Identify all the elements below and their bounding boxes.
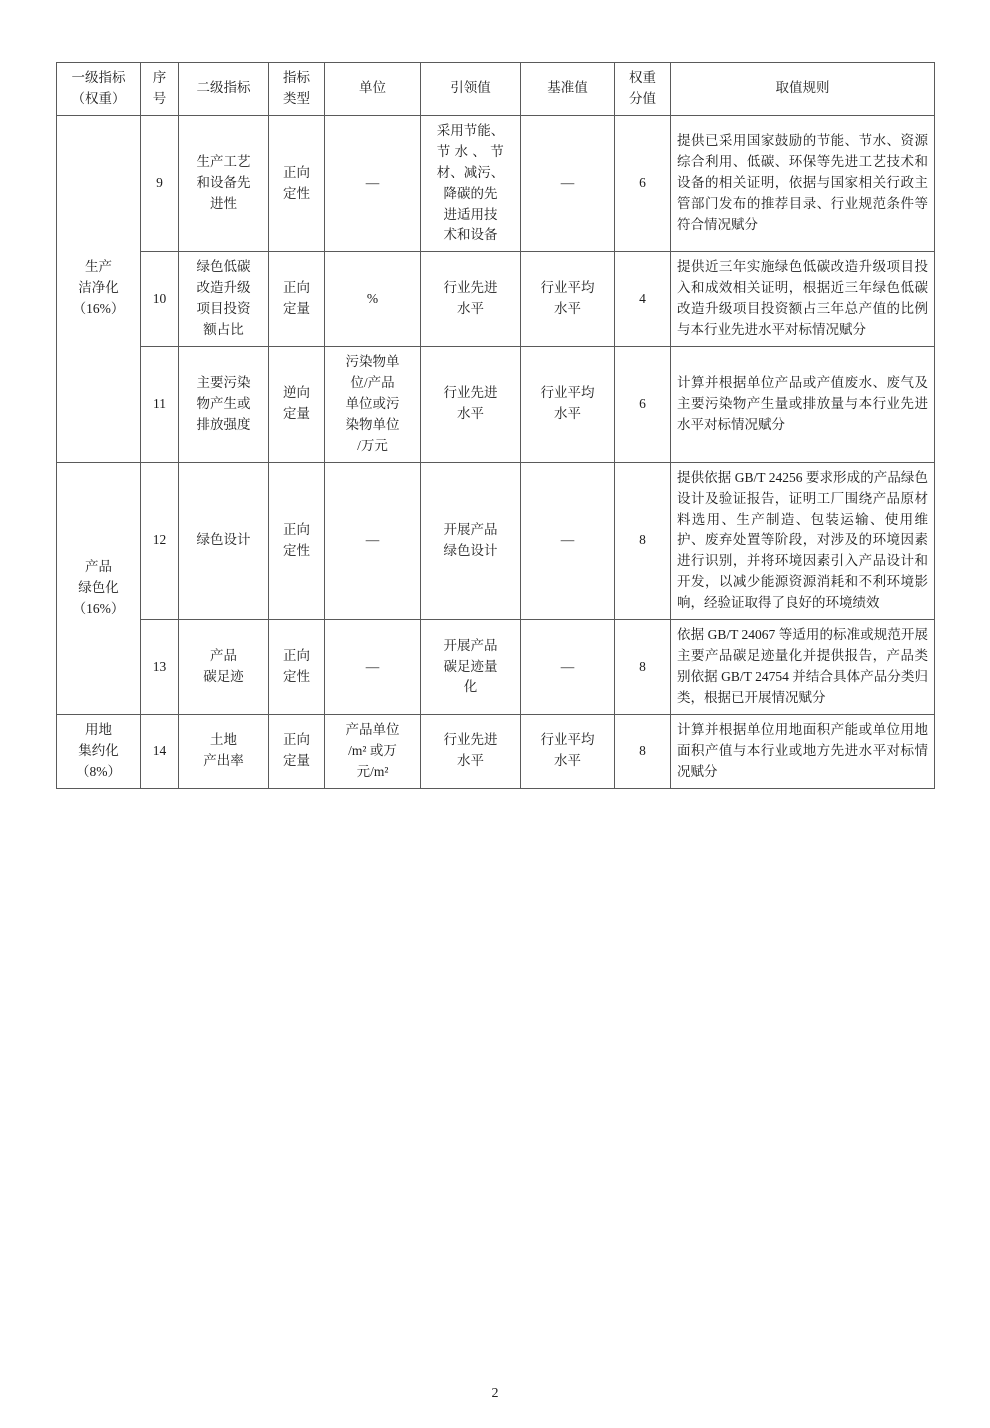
weight-score: 4: [615, 252, 671, 347]
leading-value-line: 节 水 、 节: [436, 143, 505, 159]
weight-score: 6: [615, 347, 671, 463]
indicator-type-line: 正向: [283, 648, 310, 664]
indicator-table: [56, 62, 935, 789]
scoring-rule: 计算并根据单位产品或产值废水、废气及主要污染物产生量或排放量与本行业先进水平对标情况赋分: [671, 347, 935, 463]
indicator-name-line: 产品: [210, 648, 237, 664]
indicator-type: [269, 620, 325, 715]
category-line1: 用地: [85, 721, 112, 737]
header-type-line1: 指标: [283, 70, 310, 85]
indicator-type-line: 正向: [283, 521, 310, 537]
unit-line: 元/m²: [356, 763, 389, 779]
category-line3: （16%）: [72, 600, 125, 616]
baseline-value: [521, 347, 615, 463]
indicator-type-line: 定量: [283, 301, 310, 317]
indicator-type: [269, 462, 325, 619]
baseline-value: [521, 462, 615, 619]
indicator-type-line: 正向: [283, 280, 310, 296]
indicator-unit: [325, 252, 421, 347]
category-line2: 洁净化: [78, 280, 119, 296]
indicator-name-line: 产出率: [203, 753, 244, 769]
row-number: 12: [141, 462, 179, 619]
header-serial-number: [141, 63, 179, 116]
table-row: [57, 714, 935, 788]
indicator-name-line: 额占比: [203, 322, 244, 338]
baseline-value: [521, 620, 615, 715]
baseline-value-line: 水平: [554, 753, 581, 769]
leading-value-line: 进适用技: [443, 206, 498, 222]
indicator-name-line: 改造升级: [196, 280, 251, 296]
indicator-type-line: 正向: [283, 732, 310, 748]
header-weight-line2: 分值: [629, 90, 656, 106]
category-cell-product-greening: [57, 462, 141, 714]
row-number: 13: [141, 620, 179, 715]
indicator-name: [179, 620, 269, 715]
leading-value-line: 水平: [457, 301, 484, 317]
baseline-value: [521, 115, 615, 252]
leading-value-line: 行业先进: [443, 732, 498, 748]
table-row: [57, 115, 935, 252]
unit-line: —: [365, 175, 380, 191]
category-line1: 生产: [85, 259, 112, 275]
indicator-name-line: 土地: [210, 732, 237, 748]
leading-value-line: 行业先进: [443, 385, 498, 401]
leading-value: [421, 462, 521, 619]
leading-value-line: 水平: [457, 753, 484, 769]
page-number: 2: [491, 1386, 499, 1401]
indicator-type: [269, 347, 325, 463]
leading-value: [421, 620, 521, 715]
header-primary-indicator: [57, 63, 141, 116]
leading-value-line: 材、减污、: [436, 164, 505, 180]
baseline-value-line: —: [560, 658, 575, 674]
indicator-type: [269, 252, 325, 347]
category-line2: 绿色化: [78, 579, 119, 595]
baseline-value: [521, 714, 615, 788]
header-serial-line1: 序: [152, 70, 167, 85]
indicator-name-line: 排放强度: [196, 416, 251, 432]
indicator-type-line: 定性: [283, 668, 310, 684]
header-unit: 单位: [325, 63, 421, 116]
indicator-name-line: 生产工艺: [196, 154, 251, 170]
leading-value-line: 采用节能、: [436, 122, 505, 138]
unit-line: 单位或污: [345, 395, 400, 411]
category-line1: 产品: [85, 558, 112, 574]
header-secondary-indicator: 二级指标: [179, 63, 269, 116]
scoring-rule: 依据 GB/T 24067 等适用的标准或规范开展主要产品碳足迹量化并提供报告，产品类别依据 GB/T 24754 并结合具体产品分类归类，根据已开展情况赋分: [671, 620, 935, 715]
row-number: 14: [141, 714, 179, 788]
indicator-name-line: 碳足迹: [203, 668, 244, 684]
indicator-unit: [325, 620, 421, 715]
table-header-row: [57, 63, 935, 116]
indicator-unit: [325, 462, 421, 619]
weight-score: 8: [615, 462, 671, 619]
indicator-unit: [325, 714, 421, 788]
leading-value-line: 化: [463, 679, 478, 695]
header-weight-score: [615, 63, 671, 116]
indicator-name-line: 绿色低碳: [196, 259, 251, 275]
leading-value: [421, 115, 521, 252]
category-cell-land-intensification: [57, 714, 141, 788]
unit-line: 污染物单: [345, 354, 400, 370]
scoring-rule: 提供近三年实施绿色低碳改造升级项目投入和成效相关证明，根据近三年绿色低碳改造升级项目投资额占三年总产值的比例与本行业先进水平对标情况赋分: [671, 252, 935, 347]
indicator-type: [269, 714, 325, 788]
header-leading-value: 引领值: [421, 63, 521, 116]
indicator-unit: [325, 115, 421, 252]
leading-value-line: 水平: [457, 406, 484, 422]
indicator-name: [179, 252, 269, 347]
scoring-rule: 提供已采用国家鼓励的节能、节水、资源综合利用、低碳、环保等先进工艺技术和设备的相关证明，依据与国家相关行政主管部门发布的推荐目录、行业规范条件等符合情况赋分: [671, 115, 935, 252]
indicator-name: [179, 347, 269, 463]
leading-value-line: 行业先进: [443, 280, 498, 296]
indicator-type-line: 定量: [283, 406, 310, 422]
unit-line: 位/产品: [350, 374, 395, 390]
leading-value-line: 开展产品: [443, 521, 498, 537]
baseline-value-line: —: [560, 532, 575, 548]
leading-value-line: 术和设备: [443, 227, 498, 243]
header-indicator-type: [269, 63, 325, 116]
indicator-name-line: 主要污染: [196, 374, 251, 390]
indicator-name: [179, 714, 269, 788]
category-line3: （16%）: [72, 301, 125, 317]
indicator-type: [269, 115, 325, 252]
weight-score: 8: [615, 620, 671, 715]
unit-line: /m² 或万: [348, 742, 397, 758]
indicator-type-line: 定性: [283, 185, 310, 201]
unit-line: 染物单位: [345, 416, 400, 432]
baseline-value-line: 行业平均: [540, 732, 595, 748]
leading-value-line: 碳足迹量: [443, 658, 498, 674]
indicator-name: [179, 462, 269, 619]
table-row: [57, 462, 935, 619]
weight-score: 6: [615, 115, 671, 252]
leading-value-line: 绿色设计: [443, 542, 498, 558]
scoring-rule: 提供依据 GB/T 24256 要求形成的产品绿色设计及验证报告，证明工厂围绕产品原材料选用、生产制造、包装运输、使用维护、废弃处置等阶段，对涉及的环境因素进行识别，并将环境因素引入产品设计和开发，以减少能源资源消耗和不利环境影响，经验证取得了良好的环境绩效: [671, 462, 935, 619]
leading-value: [421, 252, 521, 347]
indicator-name-line: 项目投资: [196, 301, 251, 317]
table-row: [57, 347, 935, 463]
baseline-value-line: 水平: [554, 301, 581, 317]
unit-line: /万元: [357, 437, 388, 453]
indicator-name: [179, 115, 269, 252]
header-scoring-rule: 取值规则: [671, 63, 935, 116]
indicator-type-line: 逆向: [283, 385, 310, 401]
header-primary-indicator-line1: 一级指标: [71, 70, 126, 85]
leading-value: [421, 347, 521, 463]
indicator-type-line: 定性: [283, 542, 310, 558]
table-body: [57, 115, 935, 788]
table-row: [57, 620, 935, 715]
indicator-type-line: 正向: [283, 164, 310, 180]
leading-value-line: 降碳的先: [443, 185, 498, 201]
header-weight-line1: 权重: [629, 70, 656, 85]
unit-line: %: [366, 290, 379, 306]
leading-value-line: 开展产品: [443, 637, 498, 653]
leading-value: [421, 714, 521, 788]
row-number: 11: [141, 347, 179, 463]
header-baseline-value: 基准值: [521, 63, 615, 116]
indicator-unit: [325, 347, 421, 463]
baseline-value-line: —: [560, 175, 575, 191]
unit-line: —: [365, 658, 380, 674]
weight-score: 8: [615, 714, 671, 788]
header-primary-indicator-line2: （权重）: [71, 90, 126, 106]
baseline-value-line: 行业平均: [540, 385, 595, 401]
table-header: [57, 63, 935, 116]
category-line3: （8%）: [76, 763, 121, 779]
category-line2: 集约化: [78, 742, 119, 758]
header-type-line2: 类型: [283, 90, 310, 106]
table-row: [57, 252, 935, 347]
scoring-rule: 计算并根据单位用地面积产能或单位用地面积产值与本行业或地方先进水平对标情况赋分: [671, 714, 935, 788]
indicator-name-line: 和设备先: [196, 175, 251, 191]
row-number: 10: [141, 252, 179, 347]
unit-line: 产品单位: [345, 721, 400, 737]
baseline-value-line: 水平: [554, 406, 581, 422]
indicator-name-line: 物产生或: [196, 395, 251, 411]
indicator-name-line: 绿色设计: [196, 532, 251, 548]
row-number: 9: [141, 115, 179, 252]
header-serial-line2: 号: [152, 90, 167, 106]
baseline-value: [521, 252, 615, 347]
indicator-type-line: 定量: [283, 753, 310, 769]
unit-line: —: [365, 532, 380, 548]
baseline-value-line: 行业平均: [540, 280, 595, 296]
category-cell-production-cleanliness: [57, 115, 141, 462]
indicator-name-line: 进性: [210, 196, 237, 212]
